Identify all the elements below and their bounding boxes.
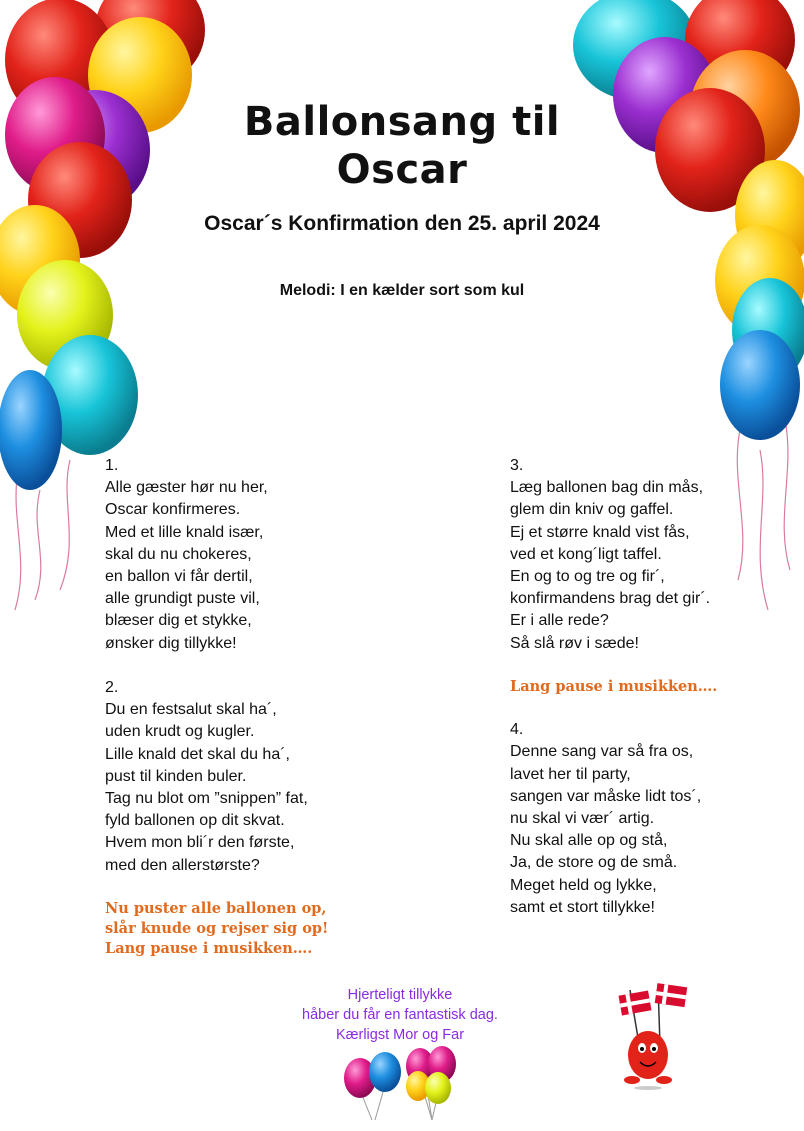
subtitle: Oscar´s Konfirmation den 25. april 2024 — [204, 212, 600, 235]
closing-line: Hjerteligt tillykke — [347, 987, 453, 1003]
verse-line: pust til kinden buler. — [105, 767, 247, 785]
right-column — [510, 455, 770, 919]
verse-line: Oscar konfirmeres. — [105, 501, 241, 519]
verse-line: med den allerstørste? — [105, 856, 260, 874]
title-line-1: Ballonsang til — [243, 99, 561, 145]
verse-line: Ej et større knald vist fås, — [510, 523, 690, 541]
closing-line: håber du får en fantastisk dag. — [302, 1007, 498, 1023]
verse-line: samt et stort tillykke! — [510, 898, 655, 916]
verse-2 — [105, 677, 405, 877]
verse-line: Ja, de store og de små. — [510, 854, 678, 872]
verse-line: En og to og tre og fir´, — [510, 568, 665, 586]
verse-line: nu skal vi vær´ artig. — [510, 810, 655, 828]
verse-3 — [510, 455, 770, 655]
verse-line: Du en festsalut skal ha´, — [105, 701, 277, 719]
verse-line: glem din kniv og gaffel. — [510, 501, 674, 519]
verse-line: alle grundigt puste vil, — [105, 590, 260, 608]
verse-line: Læg ballonen bag din mås, — [510, 479, 704, 497]
verse-line: en ballon vi får dertil, — [105, 568, 253, 586]
verse-line: Med et lille knald især, — [105, 523, 264, 541]
verse-line: ved et kong´ligt taffel. — [510, 545, 662, 563]
verse-line: sangen var måske lidt tos´, — [510, 787, 702, 805]
verse-line: Denne sang var så fra os, — [510, 743, 694, 761]
verse-line: Er i alle rede? — [510, 612, 609, 630]
bottom-balloons — [344, 1046, 456, 1120]
verse-1 — [105, 455, 405, 655]
melody-line: Melodi: I en kælder sort som kul — [279, 282, 525, 299]
instruction-line: Lang pause i musikken…. — [105, 940, 313, 958]
verse-line: fyld ballonen op dit skvat. — [105, 812, 285, 830]
verse-line: konfirmandens brag det gir´. — [510, 590, 711, 608]
closing-greeting — [240, 985, 560, 1045]
instruction-block — [105, 899, 405, 959]
instruction-line: slår knude og rejser sig op! — [105, 920, 329, 938]
verse-line: Så slå røv i sæde! — [510, 634, 639, 652]
verse-number: 1. — [105, 457, 119, 474]
verse-line: blæser dig et stykke, — [105, 612, 252, 630]
verse-line: Lille knald det skal du ha´, — [105, 745, 290, 763]
left-column — [105, 455, 405, 959]
closing-line: Kærligst Mor og Far — [335, 1027, 465, 1043]
instruction-line: Lang pause i musikken…. — [510, 678, 718, 696]
verse-number: 4. — [510, 721, 524, 739]
verse-line: Tag nu blot om ”snippen” fat, — [105, 790, 308, 808]
verse-line: lavet her til party, — [510, 765, 631, 783]
verse-line: Nu skal alle op og stå, — [510, 832, 668, 850]
page-title — [0, 98, 804, 194]
verse-line: skal du nu chokeres, — [105, 545, 252, 563]
verse-line: Alle gæster hør nu her, — [105, 479, 268, 497]
instruction-line: Nu puster alle ballonen op, — [105, 900, 327, 918]
verse-number: 3. — [510, 457, 524, 474]
verse-number: 2. — [105, 679, 119, 697]
verse-line: Meget held og lykke, — [510, 876, 657, 894]
verse-line: Hvem mon bli´r den første, — [105, 834, 295, 852]
verse-line: ønsker dig tillykke! — [105, 634, 237, 652]
verse-4 — [510, 719, 770, 919]
title-line-2: Oscar — [336, 147, 468, 193]
verse-line: uden krudt og kugler. — [105, 723, 255, 741]
mascot-with-flags — [618, 983, 687, 1090]
